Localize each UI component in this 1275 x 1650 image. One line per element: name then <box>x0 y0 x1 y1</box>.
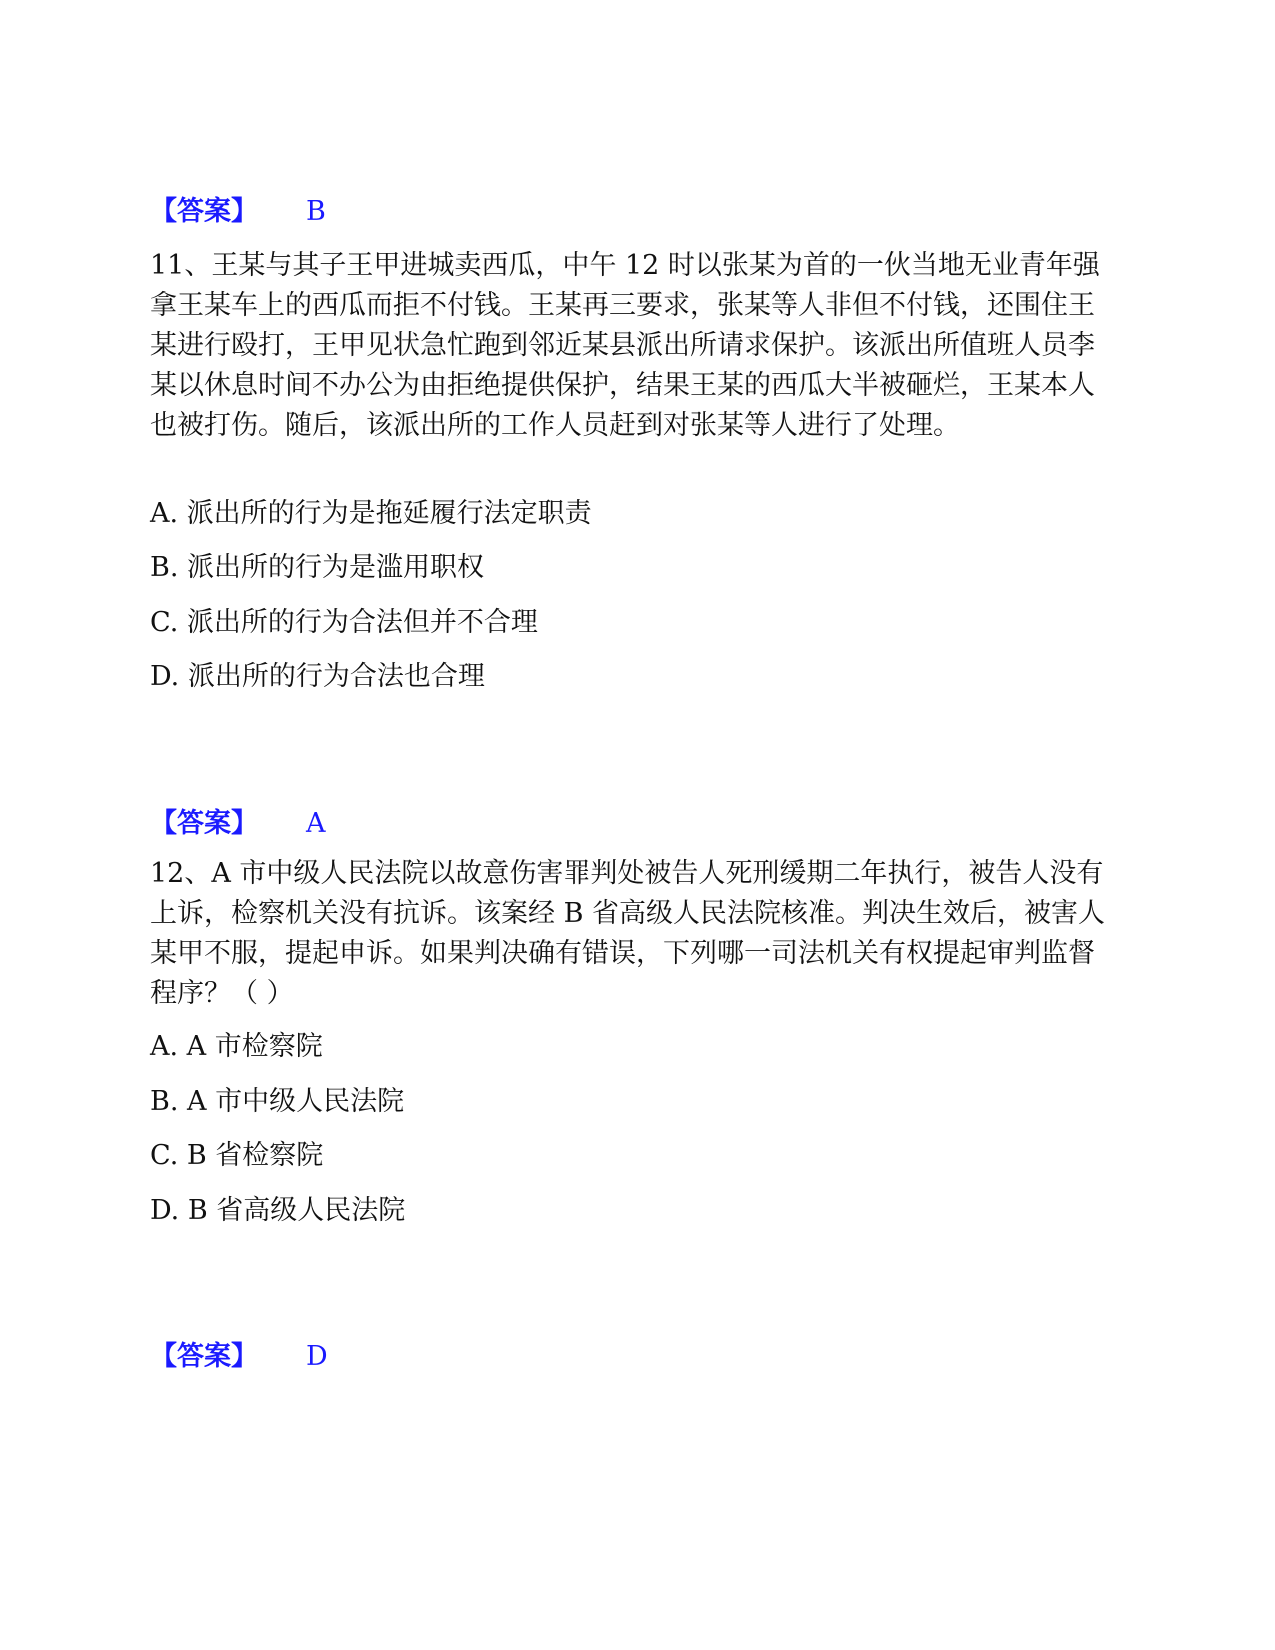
question-12-option-d: D. B 省高级人民法院 <box>150 1195 406 1226</box>
answer-value: A <box>306 808 326 839</box>
question-11-option-a: A. 派出所的行为是拖延履行法定职责 <box>150 498 592 529</box>
question-12-stem: 12、A 市中级人民法院以故意伤害罪判处被告人死刑缓期二年执行，被告人没有上诉，检察机关没有抗诉。该案经 B 省高级人民法院核准。判决生效后，被害人某甲不服，提起申诉。如果判决确有错误，下列哪一司法机关有权提起审判监督程序？（ ） <box>150 858 1106 1009</box>
answer-label: 【答案】 <box>150 196 258 227</box>
question-11-option-b: B. 派出所的行为是滥用职权 <box>150 552 485 583</box>
answer-line <box>150 1341 328 1373</box>
answer-line <box>150 808 326 840</box>
question-11-option-d: D. 派出所的行为合法也合理 <box>150 661 485 692</box>
answer-line <box>150 196 326 228</box>
answer-value: B <box>306 196 326 227</box>
question-12-option-b: B. A 市中级人民法院 <box>150 1086 405 1117</box>
answer-label: 【答案】 <box>150 1341 258 1372</box>
question-11-stem: 11、王某与其子王甲进城卖西瓜，中午 12 时以张某为首的一伙当地无业青年强拿王某车上的西瓜而拒不付钱。王某再三要求，张某等人非但不付钱，还围住王某进行殴打，王甲见状急忙跑到邻近某县派出所请求保护。该派出所值班人员李某以休息时间不办公为由拒绝提供保护，结果王某的西瓜大半被砸烂，王某本人也被打伤。随后，该派出所的工作人员赶到对张某等人进行了处理。 <box>150 250 1100 441</box>
question-12-option-a: A. A 市检察院 <box>150 1031 323 1062</box>
question-11-option-c: C. 派出所的行为合法但并不合理 <box>150 607 538 638</box>
question-12-option-c: C. B 省检察院 <box>150 1140 324 1171</box>
answer-value: D <box>306 1341 328 1372</box>
answer-label: 【答案】 <box>150 808 258 839</box>
